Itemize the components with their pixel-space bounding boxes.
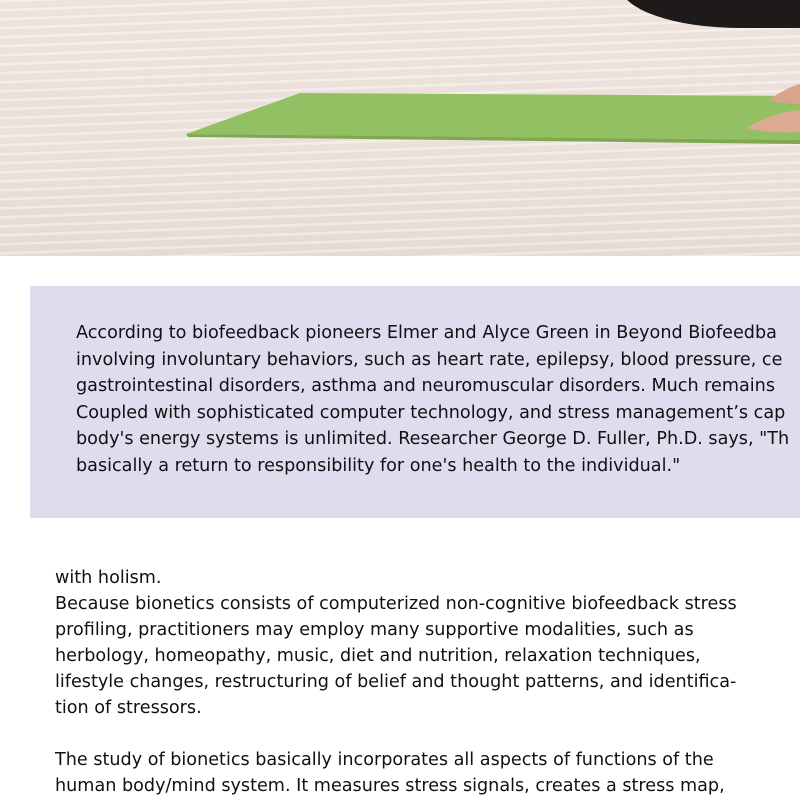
hero-image — [0, 0, 800, 256]
quote-line: body's energy systems is unlimited. Researcher George D. Fuller, Ph.D. says, "Th — [76, 429, 790, 449]
body-line: human body/mind system. It measures stress signals, creates a stress map, — [55, 776, 725, 796]
article-body — [55, 565, 800, 799]
hand-left — [768, 84, 800, 104]
quote-line: involving involuntary behaviors, such as heart rate, epilepsy, blood pressure, ce — [76, 349, 783, 370]
quote-text — [76, 320, 800, 479]
body-line: profiling, practitioners may employ many supportive modalities, such as — [55, 620, 694, 640]
quote-line: According to biofeedback pioneers Elmer and Alyce Green in Beyond Biofeedba — [76, 323, 777, 343]
body-line: with holism. — [55, 568, 162, 588]
quote-line: Coupled with sophisticated computer technology, and stress management’s cap — [76, 402, 786, 423]
quote-line: gastrointestinal disorders, asthma and neuromuscular disorders. Much remains — [76, 376, 775, 396]
yoga-mat-illustration — [0, 0, 800, 256]
body-line: The study of bionetics basically incorporates all aspects of functions of the — [55, 750, 714, 770]
yoga-mat — [186, 93, 800, 140]
body-line: lifestyle changes, restructuring of belief and thought patterns, and identifica- — [55, 672, 737, 692]
body-line: Because bionetics consists of computerized non-cognitive biofeedback stress — [55, 594, 737, 614]
quote-line: basically a return to responsibility for one's health to the individual." — [76, 455, 681, 476]
quote-box — [30, 286, 800, 518]
body-line: herbology, homeopathy, music, diet and nutrition, relaxation techniques, — [55, 646, 701, 666]
paragraph-gap — [55, 721, 800, 747]
body-line: tion of stressors. — [55, 698, 202, 718]
